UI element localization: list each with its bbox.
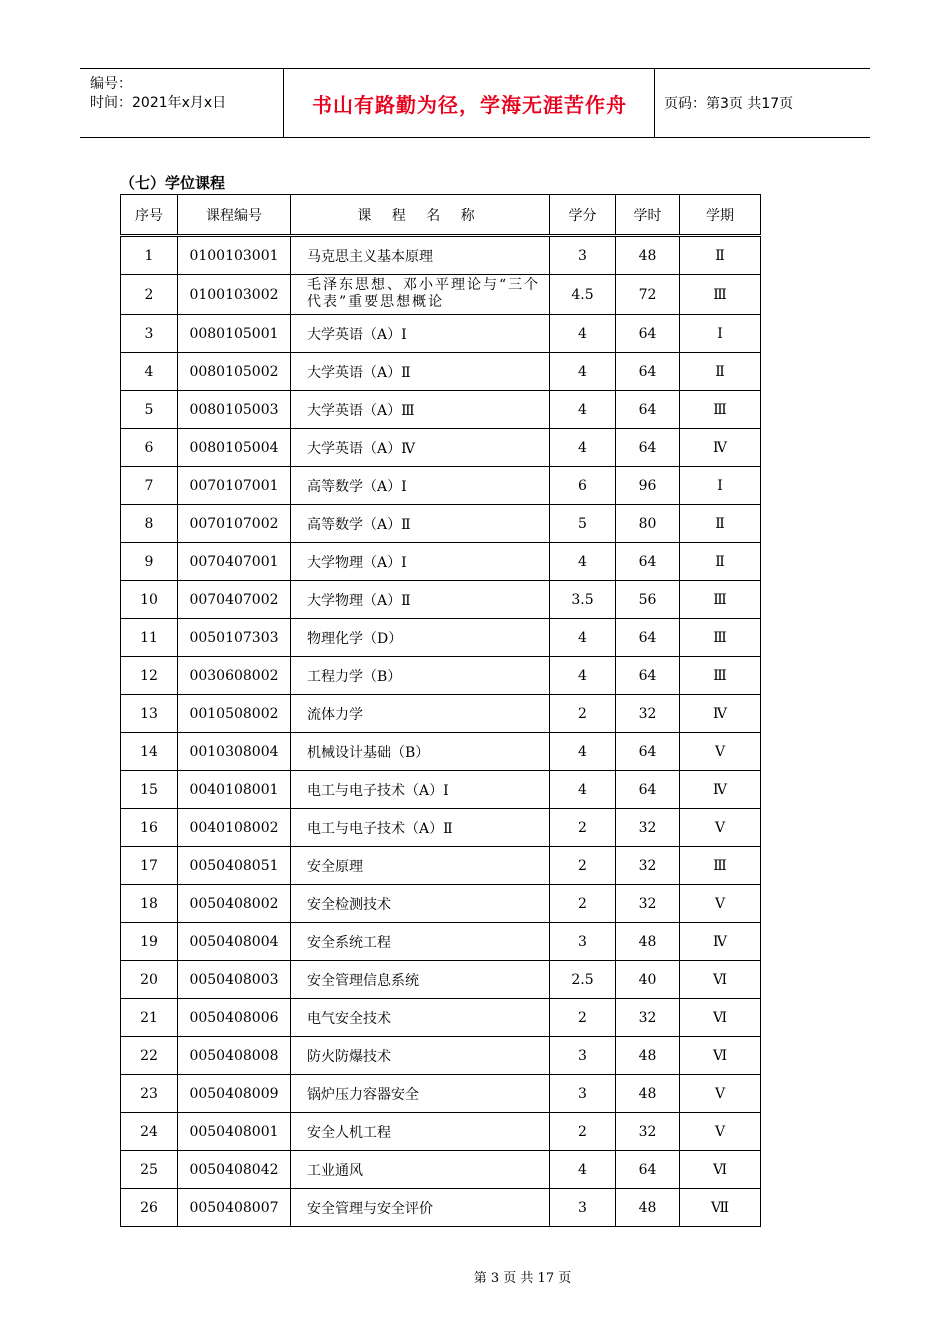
cell-hours: 48 [616, 1189, 680, 1227]
cell-index: 17 [121, 847, 178, 885]
cell-index: 23 [121, 1075, 178, 1113]
table-row [121, 1151, 761, 1189]
col-header-index: 序号 [121, 195, 178, 236]
cell-credit: 4 [550, 1151, 616, 1189]
page-footer: 第 3 页 共 17 页 [473, 1271, 572, 1286]
cell-code: 0050408003 [178, 961, 291, 999]
cell-code: 0050408007 [178, 1189, 291, 1227]
cell-semester: Ⅵ [680, 999, 761, 1037]
table-row [121, 695, 761, 733]
cell-code: 0080105004 [178, 429, 291, 467]
cell-hours: 64 [616, 657, 680, 695]
cell-semester: Ⅰ [680, 315, 761, 353]
table-row [121, 236, 761, 275]
code-label: 编号： [90, 76, 132, 92]
table-header-row [121, 195, 761, 236]
cell-credit: 2 [550, 999, 616, 1037]
cell-code: 0050107303 [178, 619, 291, 657]
cell-credit: 4 [550, 543, 616, 581]
cell-hours: 80 [616, 505, 680, 543]
cell-index: 19 [121, 923, 178, 961]
cell-name: 工业通风 [291, 1151, 550, 1189]
cell-credit: 4 [550, 391, 616, 429]
cell-code: 0100103001 [178, 236, 291, 275]
cell-semester: Ⅲ [680, 275, 761, 315]
document-header [80, 68, 870, 138]
cell-index: 6 [121, 429, 178, 467]
cell-name-text: 毛泽东思想、邓小平理论与“三个代表”重要思想概论 [307, 277, 541, 310]
cell-credit: 4 [550, 353, 616, 391]
cell-index: 1 [121, 236, 178, 275]
table-row [121, 429, 761, 467]
table-row [121, 391, 761, 429]
cell-credit: 2 [550, 809, 616, 847]
cell-code: 0050408042 [178, 1151, 291, 1189]
cell-code: 0050408002 [178, 885, 291, 923]
cell-semester: Ⅲ [680, 657, 761, 695]
cell-name: 电气安全技术 [291, 999, 550, 1037]
cell-semester: Ⅴ [680, 733, 761, 771]
cell-code: 0040108002 [178, 809, 291, 847]
cell-hours: 48 [616, 236, 680, 275]
cell-hours: 48 [616, 1075, 680, 1113]
cell-hours: 32 [616, 885, 680, 923]
cell-index: 9 [121, 543, 178, 581]
cell-semester: Ⅵ [680, 1037, 761, 1075]
cell-index: 24 [121, 1113, 178, 1151]
cell-credit: 6 [550, 467, 616, 505]
table-row [121, 771, 761, 809]
cell-index: 14 [121, 733, 178, 771]
cell-index: 12 [121, 657, 178, 695]
cell-name [291, 275, 550, 315]
cell-semester: Ⅲ [680, 391, 761, 429]
cell-name: 电工与电子技术（A）Ⅰ [291, 771, 550, 809]
table-row [121, 657, 761, 695]
table-row [121, 961, 761, 999]
cell-semester: Ⅶ [680, 1189, 761, 1227]
cell-credit: 5 [550, 505, 616, 543]
cell-name: 物理化学（D） [291, 619, 550, 657]
cell-name: 高等数学（A）Ⅰ [291, 467, 550, 505]
col-header-name: 课 程 名 称 [291, 195, 550, 236]
cell-code: 0030608002 [178, 657, 291, 695]
table-row [121, 923, 761, 961]
table-row [121, 733, 761, 771]
cell-hours: 48 [616, 1037, 680, 1075]
cell-credit: 3 [550, 1075, 616, 1113]
cell-code: 0070407001 [178, 543, 291, 581]
cell-name: 大学物理（A）Ⅰ [291, 543, 550, 581]
cell-credit: 3 [550, 1189, 616, 1227]
cell-index: 18 [121, 885, 178, 923]
cell-semester: Ⅰ [680, 467, 761, 505]
cell-semester: Ⅴ [680, 1113, 761, 1151]
cell-index: 26 [121, 1189, 178, 1227]
cell-name: 电工与电子技术（A）Ⅱ [291, 809, 550, 847]
cell-index: 3 [121, 315, 178, 353]
cell-code: 0080105002 [178, 353, 291, 391]
cell-semester: Ⅱ [680, 236, 761, 275]
cell-name: 安全系统工程 [291, 923, 550, 961]
cell-hours: 32 [616, 999, 680, 1037]
table-row [121, 353, 761, 391]
cell-hours: 64 [616, 353, 680, 391]
cell-credit: 3 [550, 1037, 616, 1075]
cell-credit: 2.5 [550, 961, 616, 999]
cell-code: 0050408001 [178, 1113, 291, 1151]
cell-index: 2 [121, 275, 178, 315]
cell-credit: 4 [550, 619, 616, 657]
cell-name: 马克思主义基本原理 [291, 236, 550, 275]
cell-hours: 64 [616, 1151, 680, 1189]
cell-name: 大学英语（A）Ⅱ [291, 353, 550, 391]
cell-index: 5 [121, 391, 178, 429]
cell-semester: Ⅲ [680, 847, 761, 885]
cell-hours: 48 [616, 923, 680, 961]
cell-credit: 2 [550, 847, 616, 885]
table-row [121, 315, 761, 353]
col-header-semester: 学期 [680, 195, 761, 236]
col-header-credit: 学分 [550, 195, 616, 236]
cell-index: 20 [121, 961, 178, 999]
cell-hours: 64 [616, 391, 680, 429]
cell-semester: Ⅵ [680, 961, 761, 999]
cell-credit: 4.5 [550, 275, 616, 315]
table-row [121, 885, 761, 923]
cell-credit: 3.5 [550, 581, 616, 619]
cell-semester: Ⅱ [680, 353, 761, 391]
cell-semester: Ⅳ [680, 923, 761, 961]
cell-semester: Ⅲ [680, 581, 761, 619]
cell-hours: 96 [616, 467, 680, 505]
cell-code: 0050408008 [178, 1037, 291, 1075]
cell-hours: 32 [616, 847, 680, 885]
cell-hours: 64 [616, 543, 680, 581]
cell-code: 0050408009 [178, 1075, 291, 1113]
cell-hours: 64 [616, 771, 680, 809]
cell-index: 13 [121, 695, 178, 733]
cell-name: 防火防爆技术 [291, 1037, 550, 1075]
table-row [121, 1113, 761, 1151]
cell-semester: Ⅴ [680, 1075, 761, 1113]
cell-semester: Ⅲ [680, 619, 761, 657]
table-row [121, 1075, 761, 1113]
cell-index: 25 [121, 1151, 178, 1189]
cell-credit: 3 [550, 923, 616, 961]
cell-code: 0070107001 [178, 467, 291, 505]
cell-hours: 32 [616, 809, 680, 847]
cell-hours: 32 [616, 1113, 680, 1151]
cell-index: 15 [121, 771, 178, 809]
cell-name: 锅炉压力容器安全 [291, 1075, 550, 1113]
cell-code: 0010508002 [178, 695, 291, 733]
table-row [121, 619, 761, 657]
cell-hours: 64 [616, 429, 680, 467]
cell-semester: Ⅳ [680, 429, 761, 467]
col-header-hours: 学时 [616, 195, 680, 236]
cell-credit: 4 [550, 733, 616, 771]
cell-hours: 32 [616, 695, 680, 733]
cell-index: 11 [121, 619, 178, 657]
cell-code: 0040108001 [178, 771, 291, 809]
cell-code: 0080105001 [178, 315, 291, 353]
cell-semester: Ⅴ [680, 809, 761, 847]
table-row [121, 467, 761, 505]
table-row [121, 809, 761, 847]
cell-hours: 64 [616, 315, 680, 353]
cell-semester: Ⅴ [680, 885, 761, 923]
cell-code: 0050408004 [178, 923, 291, 961]
cell-name: 大学英语（A）Ⅰ [291, 315, 550, 353]
table-row [121, 543, 761, 581]
cell-name: 大学英语（A）Ⅲ [291, 391, 550, 429]
cell-credit: 4 [550, 657, 616, 695]
table-row [121, 999, 761, 1037]
cell-code: 0010308004 [178, 733, 291, 771]
cell-name: 安全检测技术 [291, 885, 550, 923]
header-meta [90, 75, 226, 113]
cell-credit: 2 [550, 695, 616, 733]
table-row [121, 847, 761, 885]
cell-semester: Ⅳ [680, 771, 761, 809]
cell-name: 大学物理（A）Ⅱ [291, 581, 550, 619]
cell-code: 0070107002 [178, 505, 291, 543]
table-row [121, 275, 761, 315]
cell-code: 0100103002 [178, 275, 291, 315]
cell-code: 0080105003 [178, 391, 291, 429]
cell-credit: 4 [550, 315, 616, 353]
cell-index: 16 [121, 809, 178, 847]
cell-semester: Ⅱ [680, 505, 761, 543]
cell-credit: 4 [550, 429, 616, 467]
cell-index: 8 [121, 505, 178, 543]
cell-credit: 2 [550, 885, 616, 923]
page-label: 页码：第3页 共17页 [664, 96, 794, 112]
cell-name: 机械设计基础（B） [291, 733, 550, 771]
cell-name: 流体力学 [291, 695, 550, 733]
cell-credit: 3 [550, 236, 616, 275]
cell-index: 10 [121, 581, 178, 619]
cell-code: 0050408051 [178, 847, 291, 885]
cell-name: 安全管理与安全评价 [291, 1189, 550, 1227]
table-row [121, 581, 761, 619]
cell-semester: Ⅵ [680, 1151, 761, 1189]
table-row [121, 1189, 761, 1227]
motto: 书山有路勤为径，学海无涯苦作舟 [312, 92, 627, 117]
cell-hours: 72 [616, 275, 680, 315]
cell-index: 21 [121, 999, 178, 1037]
cell-code: 0070407002 [178, 581, 291, 619]
table-row [121, 505, 761, 543]
cell-credit: 2 [550, 1113, 616, 1151]
cell-hours: 56 [616, 581, 680, 619]
cell-hours: 64 [616, 733, 680, 771]
cell-name: 安全人机工程 [291, 1113, 550, 1151]
cell-code: 0050408006 [178, 999, 291, 1037]
time-label: 时间：2021年x月x日 [90, 95, 227, 111]
cell-name: 工程力学（B） [291, 657, 550, 695]
cell-name: 大学英语（A）Ⅳ [291, 429, 550, 467]
col-header-code: 课程编号 [178, 195, 291, 236]
cell-semester: Ⅱ [680, 543, 761, 581]
cell-index: 22 [121, 1037, 178, 1075]
cell-name: 安全管理信息系统 [291, 961, 550, 999]
course-table [120, 194, 761, 1227]
header-divider [654, 69, 655, 137]
section-title: （七）学位课程 [120, 174, 226, 192]
cell-name: 高等数学（A）Ⅱ [291, 505, 550, 543]
cell-index: 4 [121, 353, 178, 391]
cell-hours: 64 [616, 619, 680, 657]
cell-semester: Ⅳ [680, 695, 761, 733]
cell-name: 安全原理 [291, 847, 550, 885]
table-row [121, 1037, 761, 1075]
cell-hours: 40 [616, 961, 680, 999]
cell-index: 7 [121, 467, 178, 505]
cell-credit: 4 [550, 771, 616, 809]
